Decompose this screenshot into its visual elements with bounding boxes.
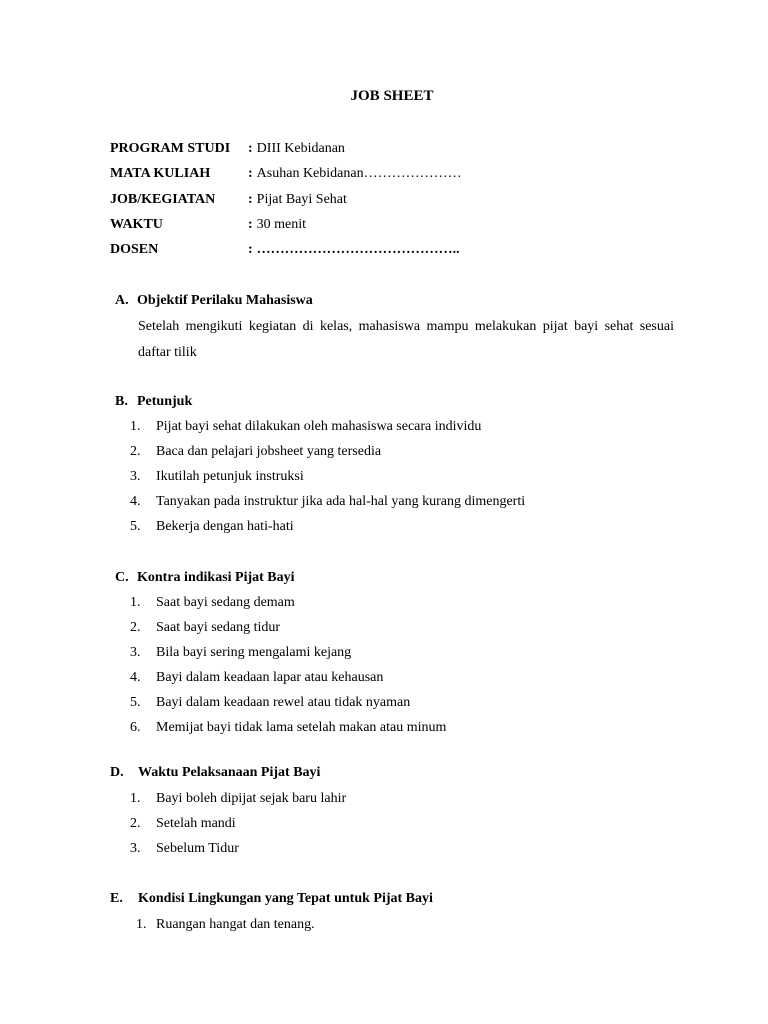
section-e-list xyxy=(136,917,315,942)
list-number: 2. xyxy=(130,620,141,636)
list-number: 1. xyxy=(136,917,147,932)
list-number: 3. xyxy=(130,645,141,661)
info-value: Pijat Bayi Sehat xyxy=(256,191,347,207)
list-item xyxy=(130,841,346,866)
info-label: MATA KULIAH xyxy=(110,166,211,182)
list-text: Tanyakan pada instruktur jika ada hal-hal yang kurang dimengerti xyxy=(156,494,526,510)
list-item xyxy=(130,419,525,444)
section-letter: A. xyxy=(115,293,129,308)
list-item xyxy=(130,444,525,469)
section-d-list xyxy=(130,791,346,866)
info-value: Asuhan Kebidanan………………… xyxy=(256,166,462,182)
section-a-heading xyxy=(115,293,313,309)
list-item xyxy=(130,670,446,695)
info-colon: : xyxy=(248,166,253,182)
list-number: 5. xyxy=(130,519,141,535)
section-title: Kondisi Lingkungan yang Tepat untuk Pijat Bayi xyxy=(138,891,433,906)
section-letter: D. xyxy=(110,765,124,780)
info-row-program-studi xyxy=(110,141,462,166)
list-item xyxy=(130,620,446,645)
list-number: 6. xyxy=(130,720,141,736)
section-title: Objektif Perilaku Mahasiswa xyxy=(137,293,313,308)
list-item xyxy=(130,720,446,745)
list-item xyxy=(130,595,446,620)
list-item xyxy=(130,791,346,816)
info-label: JOB/KEGIATAN xyxy=(110,191,216,207)
list-item xyxy=(130,816,346,841)
info-row-dosen xyxy=(110,242,462,267)
section-title: Kontra indikasi Pijat Bayi xyxy=(137,570,295,585)
section-a-text: Setelah mengikuti kegiatan di kelas, mahasiswa mampu melakukan pijat bayi sehat sesuai daftar tilik xyxy=(138,319,674,360)
info-label: DOSEN xyxy=(110,242,159,258)
list-number: 4. xyxy=(130,670,141,686)
section-title: Petunjuk xyxy=(137,394,193,409)
list-number: 2. xyxy=(130,816,141,832)
list-number: 4. xyxy=(130,494,141,510)
list-text: Sebelum Tidur xyxy=(156,841,239,857)
info-row-job-kegiatan xyxy=(110,192,462,217)
list-text: Bayi dalam keadaan rewel atau tidak nyaman xyxy=(156,695,411,711)
list-text: Bekerja dengan hati-hati xyxy=(156,519,294,535)
section-title: Waktu Pelaksanaan Pijat Bayi xyxy=(138,765,321,780)
list-number: 5. xyxy=(130,695,141,711)
section-letter: B. xyxy=(115,394,128,409)
list-item xyxy=(130,645,446,670)
info-value: 30 menit xyxy=(256,216,307,232)
list-item xyxy=(136,917,315,942)
list-number: 3. xyxy=(130,841,141,857)
list-number: 1. xyxy=(130,419,141,434)
section-d-heading xyxy=(110,765,320,781)
section-letter: C. xyxy=(115,570,129,585)
course-info xyxy=(110,141,462,267)
list-text: Saat bayi sedang demam xyxy=(156,595,295,610)
list-item xyxy=(130,695,446,720)
list-text: Ikutilah petunjuk instruksi xyxy=(156,469,304,485)
info-colon: : xyxy=(248,191,253,207)
info-colon: : xyxy=(248,242,253,258)
list-item xyxy=(130,469,525,494)
list-number: 1. xyxy=(130,595,141,610)
list-number: 1. xyxy=(130,791,141,806)
page-title: JOB SHEET xyxy=(350,88,434,104)
list-text: Ruangan hangat dan tenang. xyxy=(156,917,315,932)
info-label: PROGRAM STUDI xyxy=(110,141,231,156)
list-number: 3. xyxy=(130,469,141,485)
list-text: Bayi dalam keadaan lapar atau kehausan xyxy=(156,670,384,686)
section-c-list xyxy=(130,595,446,746)
section-letter: E. xyxy=(110,891,123,906)
list-number: 2. xyxy=(130,444,141,460)
list-text: Baca dan pelajari jobsheet yang tersedia xyxy=(156,444,382,460)
info-row-waktu xyxy=(110,217,462,242)
list-text: Pijat bayi sehat dilakukan oleh mahasiswa secara individu xyxy=(156,419,482,434)
info-label: WAKTU xyxy=(110,216,163,232)
list-text: Setelah mandi xyxy=(156,816,236,832)
list-text: Bila bayi sering mengalami kejang xyxy=(156,645,352,661)
section-b-heading xyxy=(115,394,192,410)
info-value: …………………………………….. xyxy=(256,242,460,258)
info-row-mata-kuliah xyxy=(110,166,462,191)
list-item xyxy=(130,519,525,544)
info-colon: : xyxy=(248,216,253,232)
section-b-list xyxy=(130,419,525,544)
info-colon: : xyxy=(248,141,253,156)
list-item xyxy=(130,494,525,519)
list-text: Memijat bayi tidak lama setelah makan atau minum xyxy=(156,720,447,736)
list-text: Bayi boleh dipijat sejak baru lahir xyxy=(156,791,347,806)
info-value: DIII Kebidanan xyxy=(256,141,345,156)
section-c-heading xyxy=(115,570,295,586)
section-e-heading xyxy=(110,891,433,907)
list-text: Saat bayi sedang tidur xyxy=(156,620,281,636)
